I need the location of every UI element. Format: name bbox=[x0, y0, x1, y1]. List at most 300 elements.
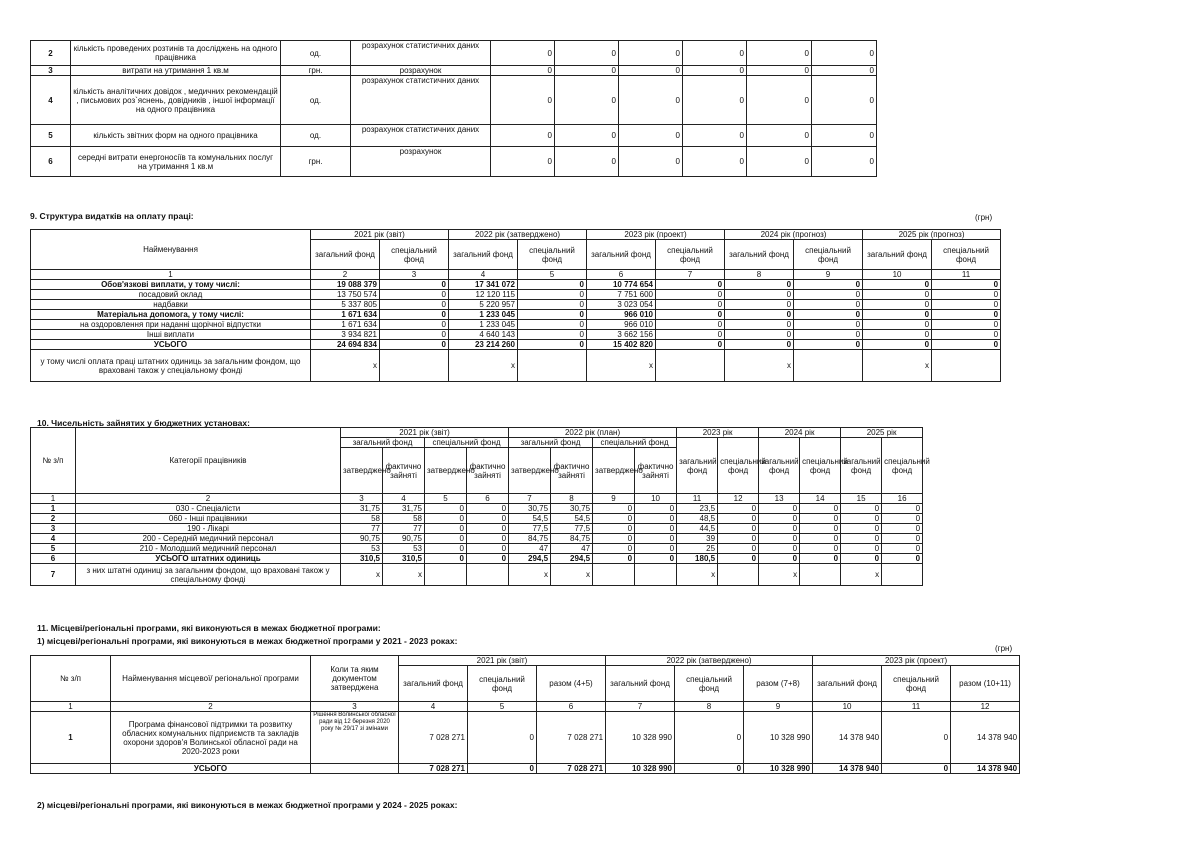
header-general-fund: загальний фонд bbox=[606, 666, 675, 702]
row-number: 4 bbox=[31, 76, 71, 125]
column-number: 3 bbox=[311, 702, 399, 712]
value-cell: 23 214 260 bbox=[449, 340, 518, 350]
section-9-title: 9. Структура видатків на оплату праці: bbox=[30, 211, 194, 221]
table-row bbox=[31, 514, 923, 524]
value-cell: 0 bbox=[380, 340, 449, 350]
value-cell: 0 bbox=[683, 125, 747, 147]
table-row bbox=[31, 340, 1001, 350]
header-general-fund: загальний фонд bbox=[399, 666, 468, 702]
value-cell: 0 bbox=[812, 147, 877, 177]
indicator-source: розрахунок bbox=[351, 66, 491, 76]
section-9-unit: (грн) bbox=[975, 213, 993, 222]
value-cell: 77 bbox=[341, 524, 383, 534]
header-year: 2021 рік (звіт) bbox=[341, 428, 509, 438]
header-general-fund: загальний фонд bbox=[841, 438, 882, 494]
value-cell: 0 bbox=[863, 330, 932, 340]
value-cell: 47 bbox=[551, 544, 593, 554]
column-number: 8 bbox=[675, 702, 744, 712]
value-cell: 0 bbox=[725, 310, 794, 320]
row-number: 2 bbox=[31, 41, 71, 66]
value-cell: 10 774 654 bbox=[587, 280, 656, 290]
value-cell bbox=[467, 564, 509, 586]
column-number: 6 bbox=[587, 270, 656, 280]
header-year: 2022 рік (затверджено) bbox=[606, 656, 813, 666]
row-number: 6 bbox=[31, 554, 76, 564]
value-cell: 10 328 990 bbox=[744, 764, 813, 774]
value-cell bbox=[794, 350, 863, 382]
value-cell: 0 bbox=[882, 544, 923, 554]
value-cell: 0 bbox=[882, 514, 923, 524]
category-name: 060 - Інші працівники bbox=[76, 514, 341, 524]
value-cell: 0 bbox=[882, 524, 923, 534]
value-cell: 0 bbox=[619, 41, 683, 66]
value-cell: 310,5 bbox=[341, 554, 383, 564]
value-cell bbox=[800, 564, 841, 586]
value-cell: 0 bbox=[841, 504, 882, 514]
header-special-fund: спеціальний фонд bbox=[425, 438, 509, 448]
value-cell: 0 bbox=[593, 534, 635, 544]
value-cell: 0 bbox=[794, 330, 863, 340]
value-cell: 44,5 bbox=[677, 524, 718, 534]
value-cell: 0 bbox=[656, 310, 725, 320]
value-cell: 0 bbox=[467, 514, 509, 524]
column-number: 4 bbox=[383, 494, 425, 504]
value-cell: 0 bbox=[635, 544, 677, 554]
value-cell: 0 bbox=[656, 340, 725, 350]
header-year: 2022 рік (план) bbox=[509, 428, 677, 438]
value-cell: 0 bbox=[863, 280, 932, 290]
header-special-fund: спеціальний фонд bbox=[675, 666, 744, 702]
header-approved: затверджено bbox=[509, 448, 551, 494]
value-cell: 0 bbox=[491, 125, 555, 147]
value-cell: 7 751 600 bbox=[587, 290, 656, 300]
value-cell: 0 bbox=[863, 290, 932, 300]
row-number: 3 bbox=[31, 66, 71, 76]
indicator-name: витрати на утримання 1 кв.м bbox=[71, 66, 281, 76]
category-name: 190 - Лікарі bbox=[76, 524, 341, 534]
value-cell: 0 bbox=[518, 290, 587, 300]
expense-name: Обов'язкові виплати, у тому числі: bbox=[31, 280, 311, 290]
value-cell: 3 023 054 bbox=[587, 300, 656, 310]
table-row bbox=[31, 41, 877, 66]
value-cell bbox=[656, 350, 725, 382]
header-total: разом (7+8) bbox=[744, 666, 813, 702]
value-cell: 0 bbox=[425, 534, 467, 544]
value-cell: 7 028 271 bbox=[537, 712, 606, 764]
column-number: 15 bbox=[841, 494, 882, 504]
value-cell: 58 bbox=[341, 514, 383, 524]
value-cell: 0 bbox=[491, 76, 555, 125]
empty-cell bbox=[311, 764, 399, 774]
value-cell: 0 bbox=[675, 764, 744, 774]
value-cell: 0 bbox=[841, 534, 882, 544]
column-number: 1 bbox=[31, 270, 311, 280]
value-cell: 0 bbox=[380, 280, 449, 290]
value-cell: 966 010 bbox=[587, 320, 656, 330]
table-row bbox=[31, 764, 1020, 774]
value-cell: 0 bbox=[619, 147, 683, 177]
header-actual: фактично зайняті bbox=[551, 448, 593, 494]
value-cell: 0 bbox=[380, 290, 449, 300]
value-cell: 7 028 271 bbox=[399, 764, 468, 774]
value-cell: 90,75 bbox=[383, 534, 425, 544]
value-cell: 14 378 940 bbox=[951, 764, 1020, 774]
value-cell: 0 bbox=[932, 310, 1001, 320]
header-actual: фактично зайняті bbox=[383, 448, 425, 494]
value-cell: 31,75 bbox=[383, 504, 425, 514]
header-approved: затверджено bbox=[341, 448, 383, 494]
value-cell: 0 bbox=[747, 41, 812, 66]
value-cell: 294,5 bbox=[551, 554, 593, 564]
column-number: 10 bbox=[863, 270, 932, 280]
value-cell: 0 bbox=[683, 66, 747, 76]
value-cell: 0 bbox=[635, 554, 677, 564]
header-special-fund: спеціальний фонд bbox=[794, 240, 863, 270]
value-cell: 0 bbox=[467, 524, 509, 534]
value-cell: 5 220 957 bbox=[449, 300, 518, 310]
column-number: 12 bbox=[951, 702, 1020, 712]
value-cell: 25 bbox=[677, 544, 718, 554]
value-cell: 0 bbox=[863, 310, 932, 320]
value-cell: 5 337 805 bbox=[311, 300, 380, 310]
value-cell: 0 bbox=[467, 544, 509, 554]
header-general-fund: загальний фонд bbox=[311, 240, 380, 270]
column-number: 10 bbox=[635, 494, 677, 504]
expense-name: УСЬОГО bbox=[31, 340, 311, 350]
table-row bbox=[31, 125, 877, 147]
header-document: Коли та яким документом затверджена bbox=[311, 656, 399, 702]
row-number: 3 bbox=[31, 524, 76, 534]
value-cell: 0 bbox=[812, 76, 877, 125]
value-cell: 0 bbox=[555, 66, 619, 76]
value-cell: 0 bbox=[619, 76, 683, 125]
value-cell: 77,5 bbox=[551, 524, 593, 534]
value-cell: 47 bbox=[509, 544, 551, 554]
header-year: 2021 рік (звіт) bbox=[311, 230, 449, 240]
header-year: 2024 рік bbox=[759, 428, 841, 438]
indicator-name: кількість проведених розтинів та досліджень на одного працівника bbox=[71, 41, 281, 66]
category-name: УСЬОГО штатних одиниць bbox=[76, 554, 341, 564]
row-number: 4 bbox=[31, 534, 76, 544]
section-11-subtitle-2: 2) місцеві/регіональні програми, які виконуються в межах бюджетної програми у 2024 - 2025 роках: bbox=[37, 800, 458, 810]
value-cell: 0 bbox=[656, 320, 725, 330]
value-cell: 0 bbox=[794, 320, 863, 330]
value-cell: 58 bbox=[383, 514, 425, 524]
header-total: разом (10+11) bbox=[951, 666, 1020, 702]
value-cell: 0 bbox=[425, 554, 467, 564]
column-number: 6 bbox=[467, 494, 509, 504]
value-cell: 966 010 bbox=[587, 310, 656, 320]
value-cell: 0 bbox=[718, 504, 759, 514]
table-row bbox=[31, 554, 923, 564]
value-cell: 0 bbox=[656, 300, 725, 310]
category-name: 030 - Спеціалісти bbox=[76, 504, 341, 514]
value-cell: 0 bbox=[518, 320, 587, 330]
value-cell: 0 bbox=[467, 504, 509, 514]
value-cell: 0 bbox=[491, 66, 555, 76]
header-special-fund: спеціальний фонд bbox=[518, 240, 587, 270]
value-cell: 0 bbox=[675, 712, 744, 764]
header-general-fund: загальний фонд bbox=[863, 240, 932, 270]
header-year: 2025 рік (прогноз) bbox=[863, 230, 1001, 240]
table-row bbox=[31, 290, 1001, 300]
indicators-table bbox=[30, 40, 877, 177]
value-cell: 0 bbox=[794, 290, 863, 300]
header-year: 2022 рік (затверджено) bbox=[449, 230, 587, 240]
value-cell: 0 bbox=[759, 514, 800, 524]
header-general-fund: загальний фонд bbox=[677, 438, 718, 494]
total-label: УСЬОГО bbox=[111, 764, 311, 774]
value-cell: 0 bbox=[683, 76, 747, 125]
column-number: 7 bbox=[656, 270, 725, 280]
value-cell: 0 bbox=[747, 66, 812, 76]
header-special-fund: спеціальний фонд bbox=[932, 240, 1001, 270]
expense-name: Матеріальна допомога, у тому числі: bbox=[31, 310, 311, 320]
header-special-fund: спеціальний фонд bbox=[656, 240, 725, 270]
value-cell: 0 bbox=[593, 544, 635, 554]
value-cell: 0 bbox=[518, 330, 587, 340]
column-number: 6 bbox=[537, 702, 606, 712]
column-number: 9 bbox=[794, 270, 863, 280]
value-cell: 19 088 379 bbox=[311, 280, 380, 290]
section-11-title: 11. Місцеві/регіональні програми, які виконуються в межах бюджетної програми: bbox=[37, 623, 381, 633]
value-cell: 0 bbox=[759, 504, 800, 514]
header-year: 2025 рік bbox=[841, 428, 923, 438]
value-cell: x bbox=[587, 350, 656, 382]
table-row bbox=[31, 320, 1001, 330]
value-cell: 0 bbox=[555, 41, 619, 66]
table-row bbox=[31, 147, 877, 177]
value-cell: 0 bbox=[725, 300, 794, 310]
value-cell: 14 378 940 bbox=[951, 712, 1020, 764]
value-cell: 0 bbox=[425, 544, 467, 554]
value-cell: x bbox=[311, 350, 380, 382]
header-special-fund: спеціальний фонд bbox=[882, 438, 923, 494]
value-cell: 0 bbox=[635, 524, 677, 534]
expense-name: Інші виплати bbox=[31, 330, 311, 340]
header-special-fund: спеціальний фонд bbox=[882, 666, 951, 702]
value-cell: x bbox=[863, 350, 932, 382]
value-cell: 0 bbox=[593, 514, 635, 524]
value-cell: 0 bbox=[863, 340, 932, 350]
value-cell: 0 bbox=[882, 764, 951, 774]
header-year: 2021 рік (звіт) bbox=[399, 656, 606, 666]
value-cell: 77,5 bbox=[509, 524, 551, 534]
value-cell: x bbox=[509, 564, 551, 586]
value-cell: 30,75 bbox=[551, 504, 593, 514]
column-number: 1 bbox=[31, 494, 76, 504]
header-general-fund: загальний фонд bbox=[449, 240, 518, 270]
value-cell: 0 bbox=[759, 534, 800, 544]
value-cell: x bbox=[677, 564, 718, 586]
section-11-subtitle-1: 1) місцеві/регіональні програми, які виконуються в межах бюджетної програми у 2021 - 2023 роках: bbox=[37, 636, 458, 646]
value-cell: 0 bbox=[635, 504, 677, 514]
row-number: 7 bbox=[31, 564, 76, 586]
value-cell: 0 bbox=[759, 524, 800, 534]
value-cell: 0 bbox=[518, 300, 587, 310]
value-cell: 1 233 045 bbox=[449, 310, 518, 320]
value-cell: 0 bbox=[725, 340, 794, 350]
header-number: № з/п bbox=[31, 656, 111, 702]
table-row bbox=[31, 300, 1001, 310]
header-special-fund: спеціальний фонд bbox=[468, 666, 537, 702]
value-cell bbox=[425, 564, 467, 586]
header-approved: затверджено bbox=[593, 448, 635, 494]
value-cell: 0 bbox=[800, 534, 841, 544]
column-number: 11 bbox=[677, 494, 718, 504]
value-cell: 10 328 990 bbox=[606, 764, 675, 774]
table-row bbox=[31, 330, 1001, 340]
value-cell: 0 bbox=[932, 300, 1001, 310]
value-cell: 84,75 bbox=[551, 534, 593, 544]
indicator-name: кількість аналітичних довідок , медичних рекомендацій , письмових роз`яснень, довідників , іншої інформації на одного працівника bbox=[71, 76, 281, 125]
value-cell: 7 028 271 bbox=[537, 764, 606, 774]
value-cell: 0 bbox=[812, 125, 877, 147]
indicator-source: розрахунок bbox=[351, 147, 491, 177]
value-cell bbox=[593, 564, 635, 586]
program-name: Програма фінансової підтримки та розвитку обласних комунальних підприємств та закладів охорони здоров'я Волинської обласної ради на 2020-2023 роки bbox=[111, 712, 311, 764]
value-cell: 0 bbox=[718, 534, 759, 544]
table-row bbox=[31, 544, 923, 554]
value-cell: 0 bbox=[800, 514, 841, 524]
header-number: № з/п bbox=[31, 428, 76, 494]
value-cell bbox=[518, 350, 587, 382]
value-cell: 0 bbox=[683, 41, 747, 66]
value-cell: 0 bbox=[656, 330, 725, 340]
table-row bbox=[31, 350, 1001, 382]
value-cell: 0 bbox=[380, 310, 449, 320]
value-cell: 0 bbox=[555, 147, 619, 177]
category-name: 210 - Молодший медичний персонал bbox=[76, 544, 341, 554]
column-number: 3 bbox=[341, 494, 383, 504]
value-cell: 1 671 634 bbox=[311, 320, 380, 330]
value-cell: 0 bbox=[812, 41, 877, 66]
indicator-unit: грн. bbox=[281, 147, 351, 177]
value-cell: 1 671 634 bbox=[311, 310, 380, 320]
value-cell: 0 bbox=[518, 310, 587, 320]
value-cell: 294,5 bbox=[509, 554, 551, 564]
value-cell: 23,5 bbox=[677, 504, 718, 514]
value-cell: 0 bbox=[380, 330, 449, 340]
value-cell: 54,5 bbox=[509, 514, 551, 524]
value-cell: 90,75 bbox=[341, 534, 383, 544]
column-number: 16 bbox=[882, 494, 923, 504]
value-cell: 0 bbox=[518, 340, 587, 350]
value-cell: x bbox=[725, 350, 794, 382]
value-cell: 0 bbox=[932, 320, 1001, 330]
header-program-name: Найменування місцевої/ регіональної програми bbox=[111, 656, 311, 702]
header-year: 2024 рік (прогноз) bbox=[725, 230, 863, 240]
row-number: 1 bbox=[31, 504, 76, 514]
column-number: 10 bbox=[813, 702, 882, 712]
indicator-source: розрахунок статистичних даних bbox=[351, 41, 491, 66]
value-cell: 0 bbox=[491, 147, 555, 177]
value-cell: 0 bbox=[380, 320, 449, 330]
value-cell: 0 bbox=[882, 712, 951, 764]
value-cell: 0 bbox=[800, 554, 841, 564]
column-number: 12 bbox=[718, 494, 759, 504]
value-cell: x bbox=[341, 564, 383, 586]
value-cell: 77 bbox=[383, 524, 425, 534]
indicator-name: кількість звітних форм на одного працівника bbox=[71, 125, 281, 147]
row-number: 6 bbox=[31, 147, 71, 177]
table-row bbox=[31, 712, 1020, 764]
value-cell: 14 378 940 bbox=[813, 764, 882, 774]
value-cell: 0 bbox=[932, 330, 1001, 340]
indicator-unit: грн. bbox=[281, 66, 351, 76]
empty-cell bbox=[31, 764, 111, 774]
value-cell: 0 bbox=[841, 514, 882, 524]
value-cell: 0 bbox=[718, 514, 759, 524]
table-row bbox=[31, 524, 923, 534]
table-row bbox=[31, 310, 1001, 320]
value-cell: 0 bbox=[718, 524, 759, 534]
value-cell: 3 934 821 bbox=[311, 330, 380, 340]
row-number: 5 bbox=[31, 544, 76, 554]
column-number: 14 bbox=[800, 494, 841, 504]
header-special-fund: спеціальний фонд bbox=[718, 438, 759, 494]
value-cell: 0 bbox=[380, 300, 449, 310]
value-cell: 4 640 143 bbox=[449, 330, 518, 340]
header-general-fund: загальний фонд bbox=[759, 438, 800, 494]
category-name: 200 - Середній медичний персонал bbox=[76, 534, 341, 544]
value-cell: 0 bbox=[425, 504, 467, 514]
value-cell: 0 bbox=[841, 544, 882, 554]
column-number: 7 bbox=[509, 494, 551, 504]
value-cell: 0 bbox=[863, 320, 932, 330]
value-cell: 0 bbox=[619, 125, 683, 147]
header-general-fund: загальний фонд bbox=[587, 240, 656, 270]
value-cell: 0 bbox=[593, 504, 635, 514]
value-cell: 30,75 bbox=[509, 504, 551, 514]
value-cell: 0 bbox=[725, 320, 794, 330]
value-cell: 0 bbox=[747, 125, 812, 147]
value-cell: 0 bbox=[718, 544, 759, 554]
value-cell: 310,5 bbox=[383, 554, 425, 564]
value-cell: 54,5 bbox=[551, 514, 593, 524]
value-cell: 0 bbox=[800, 544, 841, 554]
column-number: 9 bbox=[744, 702, 813, 712]
column-number: 11 bbox=[882, 702, 951, 712]
salary-structure-table bbox=[30, 229, 1001, 382]
column-number: 8 bbox=[725, 270, 794, 280]
value-cell: 0 bbox=[555, 125, 619, 147]
value-cell: 0 bbox=[759, 554, 800, 564]
indicator-name: середні витрати енергоносіїв та комунальних послуг на утримання 1 кв.м bbox=[71, 147, 281, 177]
value-cell: 10 328 990 bbox=[606, 712, 675, 764]
value-cell: 13 750 574 bbox=[311, 290, 380, 300]
value-cell: 14 378 940 bbox=[813, 712, 882, 764]
value-cell: 0 bbox=[882, 534, 923, 544]
table-row bbox=[31, 66, 877, 76]
value-cell bbox=[718, 564, 759, 586]
value-cell: 0 bbox=[882, 554, 923, 564]
value-cell: 0 bbox=[725, 280, 794, 290]
header-year: 2023 рік (проект) bbox=[813, 656, 1020, 666]
value-cell: 15 402 820 bbox=[587, 340, 656, 350]
value-cell: 0 bbox=[725, 290, 794, 300]
column-number: 4 bbox=[449, 270, 518, 280]
expense-name: надбавки bbox=[31, 300, 311, 310]
header-actual: фактично зайняті bbox=[467, 448, 509, 494]
column-number: 2 bbox=[111, 702, 311, 712]
value-cell: x bbox=[551, 564, 593, 586]
header-special-fund: спеціальний фонд bbox=[593, 438, 677, 448]
value-cell: 0 bbox=[635, 514, 677, 524]
value-cell: 0 bbox=[932, 290, 1001, 300]
value-cell: 0 bbox=[747, 147, 812, 177]
section-10-title: 10. Чисельність зайнятих у бюджетних установах: bbox=[37, 418, 250, 428]
